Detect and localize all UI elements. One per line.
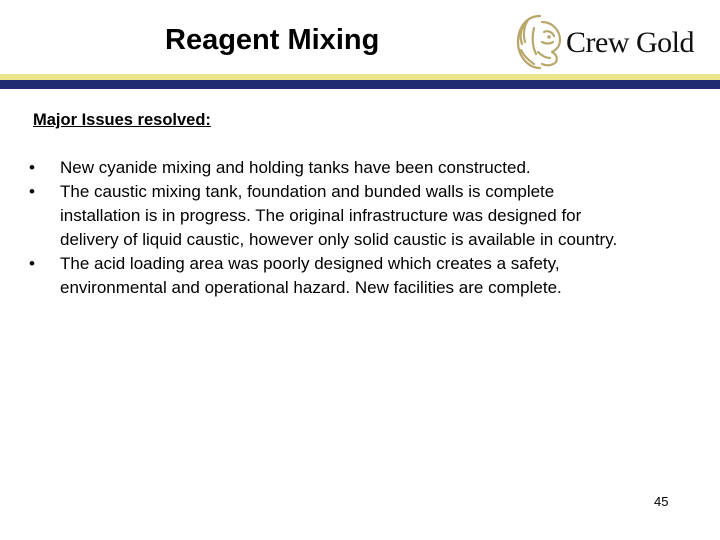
bullet-list bbox=[29, 156, 639, 300]
logo-text: Crew Gold bbox=[566, 26, 694, 59]
crew-gold-logo bbox=[508, 12, 708, 72]
header-bar-navy bbox=[0, 80, 720, 89]
page-number: 45 bbox=[654, 494, 669, 509]
section-heading: Major Issues resolved: bbox=[33, 111, 211, 129]
bullet-text: New cyanide mixing and holding tanks have been constructed. bbox=[60, 158, 531, 177]
bullet-text: The acid loading area was poorly designed which creates a safety, environmental and operational hazard. New facilities are complete. bbox=[60, 254, 562, 297]
list-item bbox=[29, 180, 639, 252]
list-item bbox=[29, 252, 639, 300]
lion-head-icon bbox=[512, 12, 568, 72]
bullet-text: The caustic mixing tank, foundation and bunded walls is complete installation is in progress. The original infrastructure was designed for delivery of liquid caustic, however only solid caustic is available in country. bbox=[60, 182, 618, 249]
list-item bbox=[29, 156, 639, 180]
bullet-icon: • bbox=[29, 182, 35, 201]
bullet-icon: • bbox=[29, 158, 35, 177]
bullet-icon: • bbox=[29, 254, 35, 273]
slide-title: Reagent Mixing bbox=[165, 24, 380, 56]
